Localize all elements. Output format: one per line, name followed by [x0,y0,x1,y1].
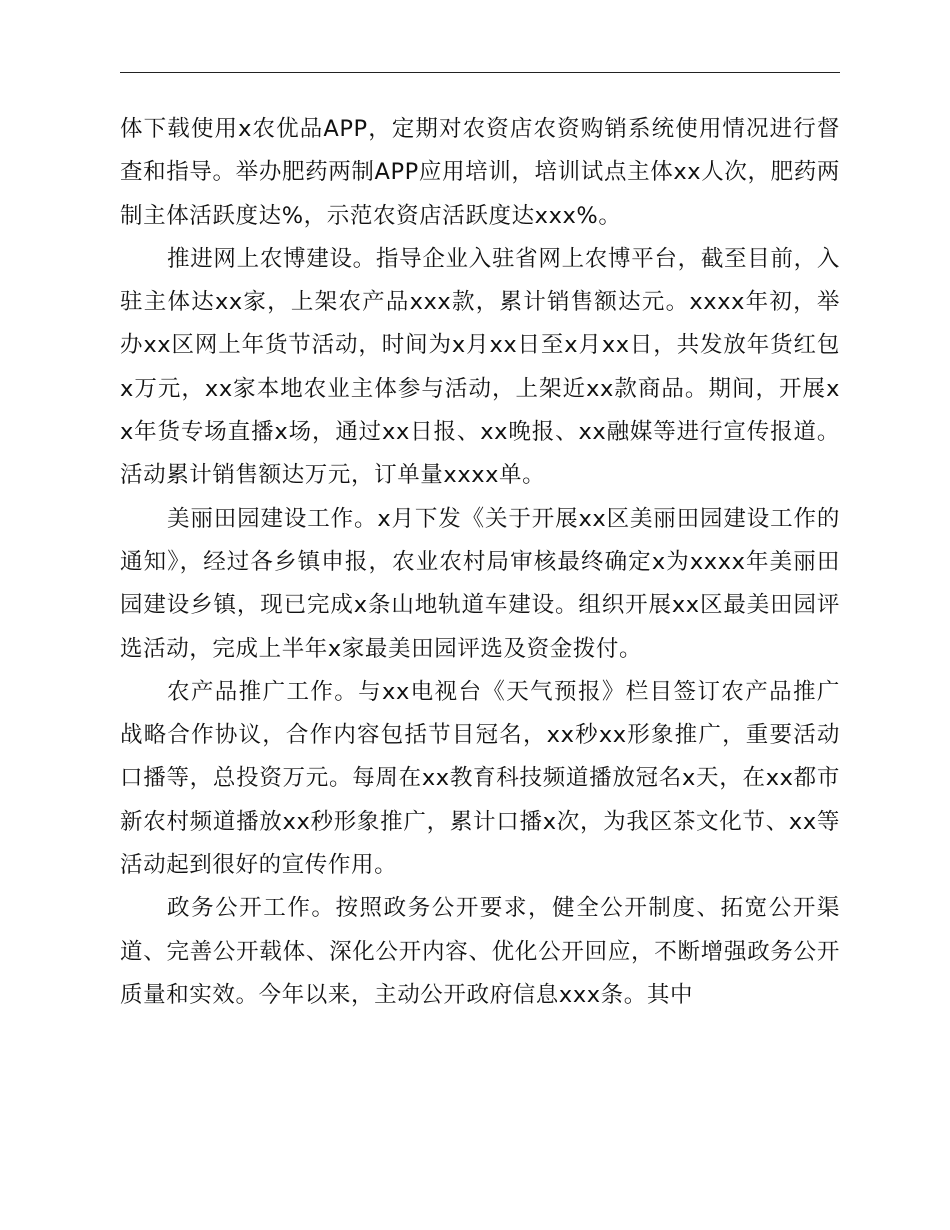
paragraph-product-promotion: 农产品推广工作。与xx电视台《天气预报》栏目签订农产品推广战略合作协议，合作内容包括节目冠名，xx秒xx形象推广，重要活动口播等，总投资万元。每周在xx教育科技频道播放冠名x天，在xx都市新农村频道播放xx秒形象推广，累计口播x次，为我区茶文化节、xx等活动起到很好的宣传作用。 [120,678,840,879]
paragraph-government-disclosure: 政务公开工作。按照政务公开要求，健全公开制度、拓宽公开渠道、完善公开载体、深化公开内容、优化公开回应，不断增强政务公开质量和实效。今年以来，主动公开政府信息xxx条。其中 [120,895,840,1008]
paragraph-online-agri-expo: 推进网上农博建设。指导企业入驻省网上农博平台，截至目前，入驻主体达xx家，上架农产品xxx款，累计销售额达元。xxxx年初，举办xx区网上年货节活动，时间为x月xx日至x月xx日，共发放年货红包x万元，xx家本地农业主体参与活动，上架近xx款商品。期间，开展xx年货专场直播x场，通过xx日报、xx晚报、xx融媒等进行宣传报道。活动累计销售额达万元，订单量xxxx单。 [120,245,840,489]
document-body [120,108,840,1017]
header-rule [120,72,840,73]
paragraph-beautiful-fields: 美丽田园建设工作。x月下发《关于开展xx区美丽田园建设工作的通知》，经过各乡镇申报，农业农村局审核最终确定x为xxxx年美丽田园建设乡镇，现已完成x条山地轨道车建设。组织开展xx区最美田园评选活动，完成上半年x家最美田园评选及资金拨付。 [120,505,840,662]
paragraph-continuation: 体下载使用x农优品APP，定期对农资店农资购销系统使用情况进行督查和指导。举办肥药两制APP应用培训，培训试点主体xx人次，肥药两制主体活跃度达%，示范农资店活跃度达xxx%。 [120,116,840,229]
